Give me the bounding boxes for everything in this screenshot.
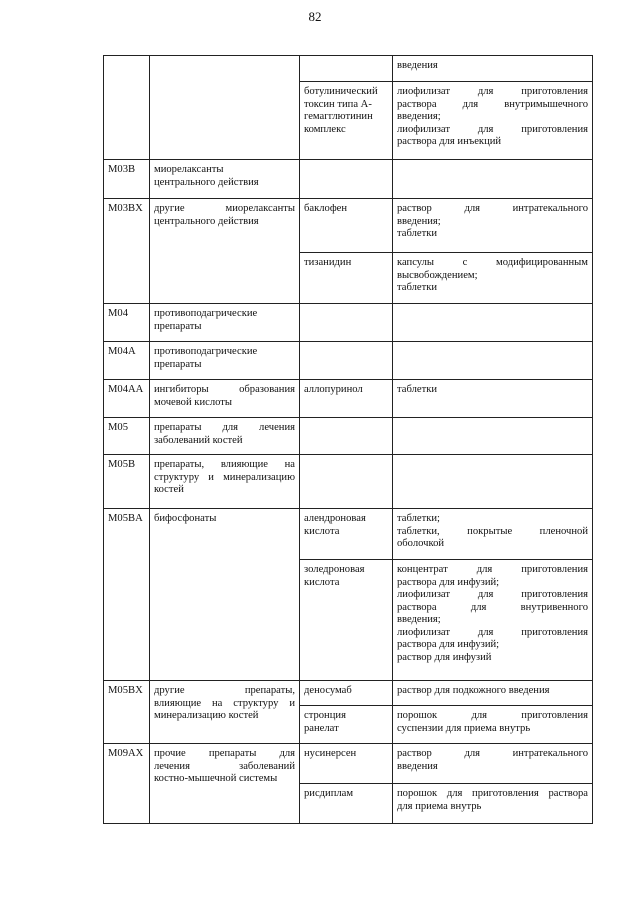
- drug-name-line: рисдиплам: [304, 788, 354, 799]
- drug-name-line: токсин типа А-: [304, 98, 372, 110]
- drug-group-cell: [150, 199, 300, 304]
- atc-code-cell: M04A: [104, 342, 150, 380]
- table-row: [104, 304, 593, 342]
- dosage-forms-cell: [393, 509, 593, 560]
- dosage-forms-line: высвобождением;: [397, 269, 478, 281]
- drug-group-line: препараты: [154, 320, 202, 332]
- atc-code-cell: M03BX: [104, 199, 150, 304]
- page-number: 82: [308, 9, 322, 24]
- table-body: [104, 56, 593, 824]
- drug-name-line: гемагглютинин: [304, 111, 373, 122]
- drug-name-line: золедроновая: [304, 564, 365, 575]
- dosage-forms-cell: [393, 56, 593, 82]
- dosage-forms-line: оболочкой: [397, 538, 445, 549]
- drug-group-line: другие миорелаксанты: [154, 203, 295, 214]
- drug-name-cell: [300, 160, 393, 199]
- dosage-forms-line: лиофилизат для приготовления: [397, 86, 588, 97]
- dosage-forms-line: лиофилизат для приготовления: [397, 589, 588, 600]
- drug-group-line: миорелаксанты: [154, 164, 224, 175]
- drug-group-line: костей: [154, 484, 184, 495]
- atc-code-cell: M05B: [104, 455, 150, 509]
- table-row: [104, 681, 593, 706]
- table-row: [104, 418, 593, 455]
- drug-group-line: препараты, влияющие на: [154, 459, 295, 470]
- atc-code-cell: M05: [104, 418, 150, 455]
- drug-name-line: ранелат: [304, 722, 339, 734]
- drug-name-line: деносумаб: [304, 685, 352, 696]
- dosage-forms-line: введения;: [397, 614, 441, 625]
- drug-name-cell: [300, 253, 393, 304]
- drug-name-cell: [300, 56, 393, 82]
- dosage-forms-line: раствора для инъекций: [397, 136, 502, 147]
- dosage-forms-line: таблетки: [397, 228, 438, 239]
- drug-name-cell: [300, 744, 393, 784]
- drug-name-line: аллопуринол: [304, 384, 363, 395]
- drug-group-line: противоподагрические: [154, 308, 258, 319]
- dosage-forms-line: раствора для инфузий;: [397, 639, 500, 650]
- table-row: [104, 380, 593, 418]
- dosage-forms-line: лиофилизат для приготовления: [397, 123, 588, 135]
- dosage-forms-cell: [393, 784, 593, 824]
- drug-group-cell: [150, 418, 300, 455]
- dosage-forms-line: таблетки: [397, 384, 438, 395]
- dosage-forms-line: введения;: [397, 215, 441, 227]
- dosage-forms-cell: [393, 342, 593, 380]
- drug-name-cell: [300, 681, 393, 706]
- dosage-forms-line: раствор для интратекального: [397, 203, 588, 214]
- drug-group-line: структуру и минерализацию: [154, 471, 295, 483]
- table-row: [104, 744, 593, 784]
- drug-name-cell: [300, 418, 393, 455]
- atc-code-cell: [104, 56, 150, 160]
- dosage-forms-cell: [393, 304, 593, 342]
- table-row: [104, 199, 593, 253]
- dosage-forms-line: раствора для инфузий;: [397, 576, 500, 588]
- dosage-forms-cell: [393, 82, 593, 160]
- dosage-forms-cell: [393, 160, 593, 199]
- drug-name-line: нусинерсен: [304, 748, 357, 759]
- dosage-forms-line: введения: [397, 60, 438, 71]
- drug-group-line: препараты для лечения: [154, 422, 295, 433]
- drug-group-cell: [150, 304, 300, 342]
- drug-name-line: кислота: [304, 525, 340, 537]
- dosage-forms-line: раствора для внутривенного: [397, 601, 588, 613]
- atc-code-cell: M04AA: [104, 380, 150, 418]
- drug-group-line: костно-мышечной системы: [154, 773, 278, 784]
- dosage-forms-line: для приема внутрь: [397, 800, 482, 812]
- table-row: [104, 455, 593, 509]
- atc-code-cell: M09AX: [104, 744, 150, 824]
- drug-group-cell: [150, 744, 300, 824]
- drug-group-line: другие препараты,: [154, 685, 295, 696]
- drug-group-line: минерализацию костей: [154, 710, 259, 721]
- table-row: [104, 509, 593, 560]
- dosage-forms-cell: [393, 560, 593, 681]
- dosage-forms-line: таблетки, покрытые пленочной: [397, 525, 588, 537]
- table-row: [104, 160, 593, 199]
- drug-name-line: кислота: [304, 576, 340, 588]
- drug-group-cell: [150, 455, 300, 509]
- drug-name-line: ботулинический: [304, 86, 378, 97]
- dosage-forms-line: раствор для подкожного введения: [397, 685, 550, 696]
- drug-name-cell: [300, 304, 393, 342]
- drug-name-cell: [300, 784, 393, 824]
- drug-name-cell: [300, 380, 393, 418]
- drug-name-line: баклофен: [304, 203, 348, 214]
- dosage-forms-line: раствора для внутримышечного: [397, 98, 588, 110]
- drug-name-cell: [300, 455, 393, 509]
- drug-name-line: тизанидин: [304, 257, 352, 268]
- dosage-forms-cell: [393, 380, 593, 418]
- dosage-forms-line: порошок для приготовления раствора: [397, 788, 588, 799]
- dosage-forms-line: таблетки: [397, 282, 438, 293]
- drug-group-cell: [150, 160, 300, 199]
- drug-group-line: центрального действия: [154, 215, 259, 227]
- drug-name-cell: [300, 509, 393, 560]
- drug-group-line: бифосфонаты: [154, 513, 217, 524]
- dosage-forms-cell: [393, 706, 593, 744]
- drug-group-line: ингибиторы образования: [154, 384, 295, 395]
- drug-group-cell: [150, 342, 300, 380]
- atc-code-cell: M04: [104, 304, 150, 342]
- dosage-forms-line: капсулы с модифицированным: [397, 257, 588, 268]
- drug-group-line: влияющие на структуру и: [154, 697, 295, 709]
- drug-group-line: противоподагрические: [154, 346, 258, 357]
- dosage-forms-line: введения;: [397, 111, 441, 122]
- dosage-forms-cell: [393, 253, 593, 304]
- drug-group-line: препараты: [154, 358, 202, 370]
- atc-drug-table: [103, 55, 593, 824]
- dosage-forms-cell: [393, 681, 593, 706]
- drug-name-cell: [300, 342, 393, 380]
- dosage-forms-line: порошок для приготовления: [397, 710, 588, 721]
- dosage-forms-line: суспензии для приема внутрь: [397, 722, 531, 734]
- drug-name-line: алендроновая: [304, 513, 366, 524]
- dosage-forms-cell: [393, 418, 593, 455]
- drug-name-cell: [300, 560, 393, 681]
- drug-group-line: прочие препараты для: [154, 748, 295, 759]
- dosage-forms-cell: [393, 199, 593, 253]
- dosage-forms-line: лиофилизат для приготовления: [397, 626, 588, 638]
- atc-code-cell: M03B: [104, 160, 150, 199]
- drug-name-cell: [300, 199, 393, 253]
- dosage-forms-line: концентрат для приготовления: [397, 564, 588, 575]
- dosage-forms-cell: [393, 744, 593, 784]
- atc-code-cell: M05BX: [104, 681, 150, 744]
- dosage-forms-line: таблетки;: [397, 513, 440, 524]
- table-row: [104, 342, 593, 380]
- dosage-forms-line: раствор для инфузий: [397, 651, 492, 663]
- drug-group-line: центрального действия: [154, 176, 259, 188]
- drug-group-line: мочевой кислоты: [154, 396, 233, 408]
- drug-name-cell: [300, 82, 393, 160]
- drug-name-line: комплекс: [304, 123, 346, 135]
- dosage-forms-line: раствор для интратекального: [397, 748, 588, 759]
- drug-group-line: заболеваний костей: [154, 434, 243, 446]
- drug-group-cell: [150, 380, 300, 418]
- drug-name-line: стронция: [304, 710, 346, 721]
- dosage-forms-line: введения: [397, 760, 438, 772]
- drug-group-cell: [150, 681, 300, 744]
- drug-group-cell: [150, 56, 300, 160]
- atc-code-cell: M05BA: [104, 509, 150, 681]
- drug-group-cell: [150, 509, 300, 681]
- drug-name-cell: [300, 706, 393, 744]
- drug-group-line: лечения заболеваний: [154, 760, 295, 772]
- table-row: [104, 56, 593, 82]
- dosage-forms-cell: [393, 455, 593, 509]
